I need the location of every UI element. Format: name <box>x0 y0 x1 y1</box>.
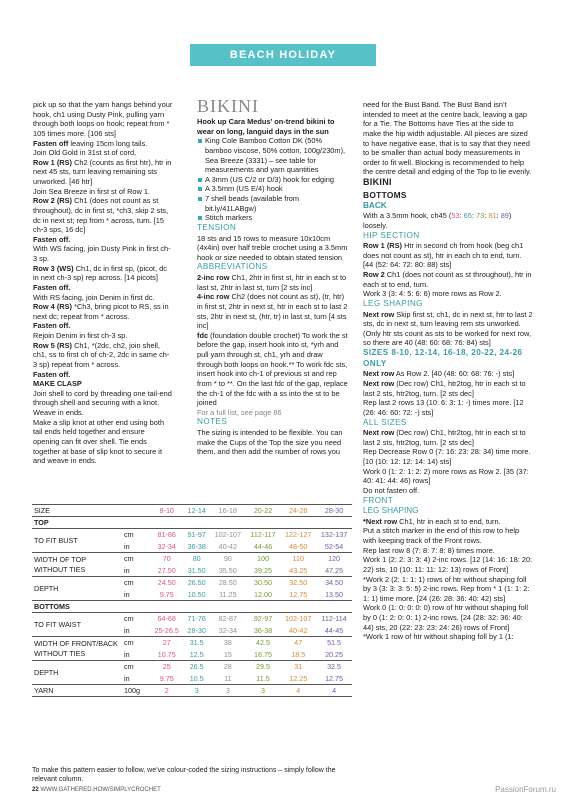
paragraph <box>33 341 173 370</box>
paragraph <box>33 196 173 235</box>
unit-cell: cm <box>124 638 134 648</box>
table-cell: 28 <box>223 662 232 672</box>
paragraph <box>363 241 533 270</box>
table-cell: 8-10 <box>150 505 183 517</box>
pattern-title: BIKINI <box>197 96 259 116</box>
table-cell: 12.75 <box>316 673 352 685</box>
table-cell: 3 <box>183 685 209 697</box>
watermark: PassionForum.ru <box>495 785 556 794</box>
text: Ch2 (counts as first htr), htr in next 45 sts, turn leaving remaining sts unworked. [46 htr] <box>33 157 172 186</box>
unit-cell: cm <box>124 662 134 672</box>
abbr-def: (foundation double crochet) To work the st before the gap, insert hook into st, *yrh and pull yarn through st, ch1, yrh and draw through both loops on hook.** To work fdc sts, insert hook into ch-1 of previous st and rep from * to **. On the last fdc of the gap, replace the ch-1 of the fdc with a ss into the st to be joined <box>197 330 348 408</box>
table-cell: 16.75 <box>246 649 281 661</box>
row-label: TO FIT WAIST <box>32 613 122 637</box>
table-row <box>32 685 352 697</box>
table-cell: 48-50 <box>280 541 316 553</box>
unit-cell: cm <box>124 614 134 624</box>
text: leaving 15cm long tails. <box>68 138 148 148</box>
table-cell: 36-38 <box>183 541 209 553</box>
section-heading <box>33 379 173 389</box>
paragraph: Make a slip knot at other end using both tail ends held together and ensure opening can fit over shell. Tie ends together at base of slip knot to secure it and weave in ends. <box>33 417 165 466</box>
table-cell: 4 <box>316 685 352 697</box>
section-label: BOTTOMS <box>32 601 352 613</box>
table-cell: 70 <box>162 554 171 564</box>
row-label: TO FIT BUST <box>32 529 122 553</box>
table-cell: 120 <box>328 554 341 564</box>
table-row <box>32 637 352 649</box>
table-cell: 51.5 <box>327 638 342 648</box>
table-cell: 12.00 <box>246 589 281 601</box>
paragraph: *Work 1 row of htr without shaping foll by 1 (1: <box>363 632 514 642</box>
size-value: 89 <box>500 211 509 221</box>
table-cell: 36-38 <box>246 625 281 637</box>
table-cell: 112-114 <box>321 614 347 624</box>
table-cell: 102-107 <box>285 614 312 624</box>
table-row <box>32 553 352 565</box>
row-label: WIDTH OF FRONT/BACK WITHOUT TIES <box>32 637 122 661</box>
table-cell: 16-18 <box>210 505 246 517</box>
column-left <box>33 100 173 466</box>
paragraph: Rep last row 8 (7: 8: 7: 8: 8) times more. <box>363 545 495 555</box>
table-cell: 40-42 <box>210 541 246 553</box>
table-cell: 3 <box>246 685 281 697</box>
table-cell: 10.5 <box>183 673 209 685</box>
abbr-def: Ch2 (does not count as st), (tr, htr) in first st, 2htr in next st, htr in each st to last 2 sts, 2htr in next st, (htr, tr) in last st, turn [4 sts inc] <box>197 292 348 331</box>
table-cell: 132-137 <box>320 530 348 540</box>
full-list-ref: For a full list, see page 86 <box>197 407 282 417</box>
materials-bullet: A 3mm (US C/2 or D/3) hook for edging <box>197 175 349 185</box>
footer-url: WWW.GATHERED.HOW/SIMPLYCROCHET <box>40 787 161 793</box>
row-label: Row 1 (RS) <box>363 241 403 251</box>
unit-cell: in <box>122 625 150 637</box>
table-row <box>32 577 352 589</box>
table-cell: 64-68 <box>157 614 176 624</box>
table-cell: 92-97 <box>253 614 273 624</box>
lead-text: Hook up Cara Medus’ on-trend bikini to wear on long, languid days in the sun <box>197 117 335 136</box>
materials-bullet: Stitch markers <box>197 213 349 223</box>
text: (Dec row) Ch1, htr2tog, htr in each st to last 2 sts, htr2tog, turn. [2 sts dec] <box>363 379 526 398</box>
table-cell: 31.5 <box>189 638 204 648</box>
unit-cell: in <box>122 649 150 661</box>
paragraph <box>33 264 173 283</box>
paragraph: Rejoin Denim in first ch-3 sp. <box>33 331 128 340</box>
row-label: Row 5 (RS) <box>33 340 73 350</box>
text: Ch1 (does not count as st throughout), htr in each st to end, turn. <box>363 270 532 289</box>
bikini-heading: BIKINI <box>363 177 392 187</box>
table-cell: 31 <box>294 662 303 672</box>
paragraph: *Work 2 (2: 1: 1: 1) rows of htr without shaping foll by 3 (3: 3: 3: 5: 5) 2-inc rows. Rep from * 1 (1: 1: 2: 1: 1) time more. [24 (26: 28: 36: 40: 42) sts] <box>363 574 530 603</box>
paragraph: Work 0 (1: 0: 0: 0: 0) row of htr without shaping foll by 0 (1: 2: 0: 0: 1) 2-inc rows. [24 (28: 32: 36: 40: 44) sts, 20 (22: 23: 23: 24: 26) rows of Front] <box>363 603 528 632</box>
table-cell: 9.75 <box>150 673 183 685</box>
bold-label: Fasten off. <box>33 321 71 331</box>
row-label: Row 3 (WS) <box>33 263 74 273</box>
bold-label: Fasten off. <box>33 369 71 379</box>
leg-heading: LEG SHAPING <box>363 298 423 308</box>
table-cell: 27 <box>162 638 171 648</box>
table-cell: 18.5 <box>280 649 316 661</box>
tension-text: 18 sts and 15 rows to measure 10x10cm (4x4in) over half treble crochet using a 3.5mm hook or size needed to obtain stated tension <box>197 233 348 262</box>
paragraph <box>363 369 533 379</box>
table-cell: 112-117 <box>250 530 276 540</box>
row-label: WIDTH OF TOP WITHOUT TIES <box>32 553 122 577</box>
table-cell: 34.50 <box>325 578 344 588</box>
unit-cell: in <box>122 541 150 553</box>
table-cell: 12.75 <box>280 589 316 601</box>
paragraph <box>363 310 533 349</box>
table-header-row <box>32 505 352 517</box>
table-row <box>32 529 352 541</box>
abbreviation <box>197 292 349 331</box>
abbr-term: fdc <box>197 330 209 340</box>
paragraph: Work 3 (3: 4: 5: 6: 6) more rows as Row 2. <box>363 289 502 299</box>
table-cell: 15 <box>210 649 246 661</box>
paragraph: Join Sea Breeze in first st of Row 1. <box>33 186 151 196</box>
abbreviations-heading: ABBREVIATIONS <box>197 262 268 272</box>
size-value: 73 <box>476 211 485 221</box>
row-label: Row 2 <box>363 270 385 280</box>
paragraph <box>33 302 173 321</box>
table-cell: 9.75 <box>150 589 183 601</box>
paragraph: pick up so that the yarn hangs behind your hook, ch1 using Dusty Pink, pulling yarn through both loops on hook; repeat from * 105 times more. [106 sts] <box>33 100 173 138</box>
table-cell: 42.5 <box>256 638 271 648</box>
paragraph <box>33 321 173 331</box>
table-section-row <box>32 601 352 613</box>
table-cell: 4 <box>280 685 316 697</box>
table-cell: 24-26 <box>280 505 316 517</box>
heading-text: MAKE CLASP <box>33 379 82 389</box>
row-label: *Next row <box>363 516 398 526</box>
paragraph: Join shell to cord by threading one tail-end through shell and securing with a knot. Weave in ends. <box>33 388 172 417</box>
paragraph: With a 3.5mm hook, ch45 (53: 65: 73: 81: 89) loosely. <box>363 211 512 230</box>
table-cell: 122-127 <box>285 530 312 540</box>
table-cell <box>122 505 150 517</box>
table-cell: 25 <box>162 662 171 672</box>
text: *Ch3, bring picot to RS, ss in next dc; repeat from * across. <box>33 302 169 321</box>
table-section-row <box>32 517 352 529</box>
row-label: Next row <box>363 309 395 319</box>
paragraph <box>33 283 173 293</box>
row-label: Next row <box>363 428 395 438</box>
bold-label: Fasten off. <box>33 282 71 292</box>
table-cell: 52-54 <box>316 541 352 553</box>
table-cell: 32.50 <box>289 578 308 588</box>
table-cell: 13.50 <box>316 589 352 601</box>
table-cell: 12.5 <box>183 649 209 661</box>
leg-shaping-heading: LEG SHAPING <box>363 506 419 516</box>
table-cell: SIZE <box>32 505 122 517</box>
paragraph: Work 0 (1: 2: 1: 2: 2) more rows as Row 2. [35 (37: 40: 41: 44: 46) rows] <box>363 466 529 486</box>
table-cell: 47.25 <box>316 565 352 577</box>
table-cell: 100 <box>257 554 270 564</box>
table-cell: 80 <box>192 554 201 564</box>
paragraph: Rep last 2 rows 13 (10: 6: 3: 1: -) times more. [12 (26: 46: 60: 72: -) sts] <box>363 398 524 417</box>
footer <box>32 787 161 795</box>
text: Skip first st, ch1, dc in next st, htr to last 2 sts, dc in next st, turn leaving rem sts unworked. (Only htr sts count as sts to be worked for next row, so there are 40 (48: 60: 68: 76: 84) sts] <box>363 309 533 348</box>
table-cell: 44-45 <box>316 625 352 637</box>
table-cell: 38 <box>223 638 232 648</box>
paragraph: Put a stitch marker in the end of this row to help with keeping track of the Front rows. <box>363 526 520 546</box>
notes-text: The sizing is intended to be flexible. You can make the Cups of the Top the size you need them, and then add the number of rows you <box>197 428 343 457</box>
abbreviation <box>197 331 349 408</box>
table-cell: 44-46 <box>246 541 281 553</box>
sizes-heading: SIZES 8-10, 12-14, 16-18, 20-22, 24-26 ONLY <box>363 348 523 368</box>
table-cell: 100g <box>122 685 150 697</box>
size-value: 81 <box>488 211 497 221</box>
row-label: DEPTH <box>32 661 122 685</box>
table-row <box>32 661 352 673</box>
table-cell: 90 <box>223 554 232 564</box>
table-cell: 12-14 <box>183 505 209 517</box>
table-cell: 102-107 <box>214 530 241 540</box>
table-cell: 11.25 <box>210 589 246 601</box>
paragraph <box>33 139 173 149</box>
table-cell: 25-26.5 <box>150 625 183 637</box>
paragraph <box>363 428 533 447</box>
bold-label: Fasten off <box>33 138 69 148</box>
text: Ch1 (does not count as st throughout), dc in first st, *ch3, skip 2 sts, dc in next st; rep from * across, turn. [15 ch-3 sps, 16 dc] <box>33 196 169 235</box>
abbreviation <box>197 273 349 292</box>
paragraph <box>33 158 173 187</box>
table-cell: 29.5 <box>256 662 271 672</box>
table-cell: 20.25 <box>316 649 352 661</box>
paragraph <box>33 370 173 380</box>
back-heading: BACK <box>363 200 387 210</box>
paragraph <box>363 270 533 289</box>
row-label: Row 1 (RS) <box>33 157 73 167</box>
unit-cell: in <box>122 673 150 685</box>
paragraph: Join Old Gold in 31st st of cord, <box>33 148 137 158</box>
table-cell: 3 <box>210 685 246 697</box>
row-label: Next row <box>363 379 395 389</box>
bold-label: Fasten off. <box>33 234 71 244</box>
table-cell: 40-42 <box>280 625 316 637</box>
tension-heading: TENSION <box>197 222 237 232</box>
table-cell: 43.25 <box>280 565 316 577</box>
text: With a 3.5mm hook, ch45 ( <box>363 211 452 221</box>
table-cell: 11 <box>210 673 246 685</box>
text: As Row 2. [40 (48: 60: 68: 76: -) sts] <box>394 369 515 379</box>
text: Ch1, htr in each st to end, turn. <box>397 516 501 526</box>
table-cell: 28.50 <box>218 578 237 588</box>
table-row <box>32 613 352 625</box>
table-cell: 82-87 <box>218 614 237 624</box>
paragraph: Do not fasten off. <box>363 485 420 495</box>
unit-cell: in <box>122 589 150 601</box>
table-cell: 47 <box>294 638 303 648</box>
paragraph: Rep Decrease Row 0 (7: 16: 23: 28: 34) time more. [10 (10: 12: 12: 14: 14) sts] <box>363 447 531 467</box>
paragraph <box>33 235 173 245</box>
table-cell: 39.25 <box>246 565 281 577</box>
hip-heading: HIP SECTION <box>363 230 420 240</box>
text: ) loosely. <box>363 211 512 230</box>
table-cell: 32-34 <box>150 541 183 553</box>
table-cell: 91-97 <box>187 530 206 540</box>
page-number: 22 <box>32 787 39 793</box>
size-value: 53 <box>451 211 460 221</box>
paragraph: Work 1 (2: 2: 3: 3: 4) 2-inc rows. [12 (14: 16: 18: 20: 22) sts, 10 (10: 11: 11: 12: 13) rows of Front] <box>363 555 533 574</box>
paragraph: With WS facing, join Dusty Pink in first ch-3 sp. <box>33 244 171 263</box>
table-cell: 32.5 <box>327 662 342 672</box>
text: (Dec row) Ch1, htr2tog, htr in each st to last 2 sts, htr2tog, turn. [2 sts dec] <box>363 428 526 447</box>
text: Ch1, *(2dc, ch2, join shell, ch1, ss to first ch of ch-2, 2dc in same ch-3 sp) repeat from * across. <box>33 340 170 369</box>
materials-bullet: A 3.5mm (US E/4) hook <box>197 184 349 194</box>
table-cell: 11.5 <box>246 673 281 685</box>
unit-cell: cm <box>124 554 134 564</box>
table-cell: 2 <box>150 685 183 697</box>
table-cell: 26.5 <box>189 662 204 672</box>
abbr-term: 2-inc row <box>197 273 230 283</box>
table-cell: 26.50 <box>187 578 206 588</box>
row-label: Next row <box>363 369 395 379</box>
table-cell: 71-76 <box>187 614 206 624</box>
table-cell: 32-34 <box>210 625 246 637</box>
materials-bullet: King Cole Bamboo Cotton DK (50% bamboo viscose, 50% cotton, 100g/230m), Sea Breeze (3331) – see table for measurements and yarn quantities <box>197 136 349 175</box>
front-heading: FRONT <box>363 495 394 505</box>
bottoms-heading: BOTTOMS <box>363 189 407 200</box>
paragraph <box>363 379 533 398</box>
table-cell: 27.50 <box>150 565 183 577</box>
paragraph <box>363 517 533 527</box>
table-cell: 35.50 <box>210 565 246 577</box>
row-label: Row 2 (RS) <box>33 196 73 206</box>
table-cell: 10.50 <box>183 589 209 601</box>
unit-cell: cm <box>124 578 134 588</box>
table-cell: YARN <box>32 685 122 697</box>
row-label: DEPTH <box>32 577 122 601</box>
size-table <box>32 504 352 697</box>
abbr-def: Ch1, 2htr in first st, htr in each st to last st, 2htr in last st, turn [2 sts inc] <box>197 273 347 292</box>
table-cell: 28-30 <box>316 505 352 517</box>
table-cell: 20-22 <box>246 505 281 517</box>
text: Htr in second ch from hook (beg ch1 does not count as st), htr in each ch to end, turn. [44 (52: 64: 72: 80: 88) sts] <box>363 241 524 270</box>
table-note: To make this pattern easier to follow, we’ve colour-coded the sizing instructions – simply follow the relevant column. <box>32 767 336 784</box>
section-banner: BEACH HOLIDAY COLLECTION <box>190 44 376 66</box>
materials-bullet: 7 shell beads (available from bit.ly/41LABgw) <box>197 194 349 213</box>
abbr-term: 4-inc row <box>197 292 230 302</box>
table-cell: 30.50 <box>254 578 273 588</box>
size-value: 65 <box>463 211 472 221</box>
column-middle <box>197 97 349 457</box>
table-cell: 12.25 <box>280 673 316 685</box>
text: Ch1, dc in first sp, (picot, dc in next ch-3 sp) rep across. [14 picots] <box>33 263 167 283</box>
row-label: Row 4 (RS) <box>33 302 73 312</box>
table-cell: 10.75 <box>150 649 183 661</box>
section-label: TOP <box>32 517 352 529</box>
table-cell: 81-86 <box>157 530 176 540</box>
table-cell: 110 <box>292 554 304 564</box>
column-right <box>363 100 533 642</box>
table-cell: 31.50 <box>183 565 209 577</box>
unit-cell: cm <box>124 530 134 540</box>
all-sizes-heading: ALL SIZES <box>363 417 407 427</box>
unit-cell: in <box>122 565 150 577</box>
table-cell: 28-30 <box>183 625 209 637</box>
paragraph: With RS facing, join Denim in first dc. <box>33 292 155 302</box>
table-cell: 24.50 <box>157 578 176 588</box>
paragraph: need for the Bust Band. The Bust Band isn’t intended to meet at the centre back, leaving a gap for a Tie. The Bottoms have Ties at the side to make the hip width adjustable. All pieces are sized to have negative ease, that is to say that they need to be smaller than actual body measurements in order to fit well. Blocking is recommended to help the centre detail and edging of the Top to lie evenly. <box>363 100 532 177</box>
notes-heading: NOTES <box>197 417 228 427</box>
